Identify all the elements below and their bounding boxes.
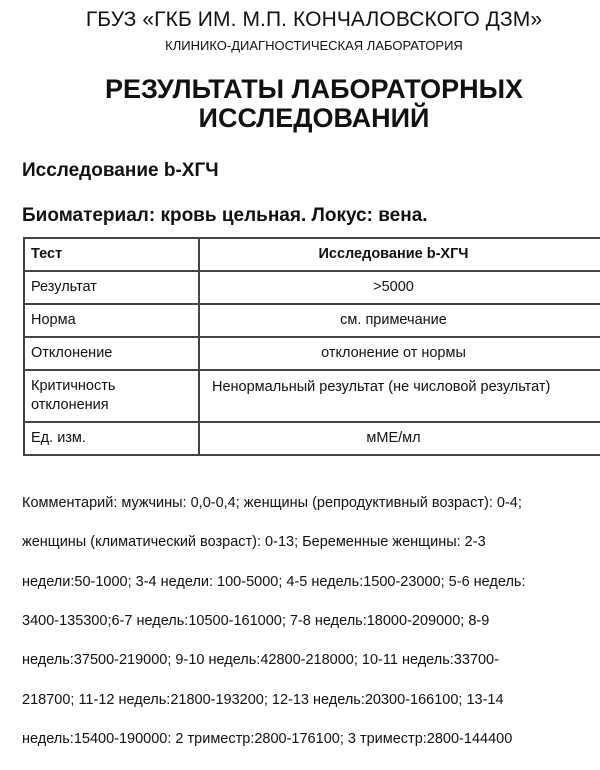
norm-value: см. примечание (199, 304, 600, 337)
comment-line: недели:50-1000; 3-4 недели: 100-5000; 4-5 недель:1500-23000; 5-6 недель: (22, 573, 526, 590)
comment-line: 218700; 11-12 недель:21800-193200; 12-13 недель:20300-166100; 13-14 (22, 691, 504, 708)
criticality-value (199, 370, 600, 422)
criticality-text: Ненормальный результат (не числовой результат) (212, 378, 551, 395)
header-value-cell: Исследование b-ХГЧ (199, 238, 600, 271)
department-name: КЛИНИКО-ДИАГНОСТИЧЕСКАЯ ЛАБОРАТОРИЯ (165, 38, 463, 53)
row-label-line-1: Критичность (31, 378, 116, 394)
row-label: Ед. изм. (24, 422, 199, 455)
biomaterial-info: Биоматериал: кровь цельная. Локус: вена. (22, 205, 428, 226)
comment-line: 3400-135300;6-7 недель:10500-161000; 7-8 недель:18000-209000; 8-9 (22, 612, 490, 629)
table-row-norm (24, 304, 600, 337)
header-label-cell: Тест (24, 238, 199, 271)
deviation-value: отклонение от нормы (199, 337, 600, 370)
row-label: Результат (24, 271, 199, 304)
table-header-row (24, 238, 600, 271)
study-title: Исследование b-ХГЧ (22, 160, 219, 181)
results-table (23, 237, 600, 456)
document-title-line-2: ИССЛЕДОВАНИЙ (198, 103, 430, 133)
row-label: Отклонение (24, 337, 199, 370)
row-label-line-2: отклонения (31, 397, 109, 413)
comment-block (22, 474, 600, 770)
table-row-deviation (24, 337, 600, 370)
document-title (0, 75, 600, 133)
table-row-unit (24, 422, 600, 455)
table-row-criticality (24, 370, 600, 422)
document-title-line-1: РЕЗУЛЬТАТЫ ЛАБОРАТОРНЫХ (104, 74, 524, 104)
row-label (24, 370, 199, 422)
result-value: >5000 (199, 271, 600, 304)
row-label: Норма (24, 304, 199, 337)
unit-value: мМЕ/мл (199, 422, 600, 455)
comment-line: Комментарий: мужчины: 0,0-0,4; женщины (репродуктивный возраст): 0-4; (22, 494, 522, 511)
comment-line: недель:37500-219000; 9-10 недель:42800-218000; 10-11 недель:33700- (22, 652, 499, 669)
comment-line: недель:15400-190000: 2 триместр:2800-176100; 3 триместр:2800-144400 (22, 731, 513, 748)
comment-line: женщины (климатический возраст): 0-13; Беременные женщины: 2-3 (22, 534, 486, 551)
organization-name: ГБУЗ «ГКБ ИМ. М.П. КОНЧАЛОВСКОГО ДЗМ» (85, 8, 543, 31)
table-row-result (24, 271, 600, 304)
